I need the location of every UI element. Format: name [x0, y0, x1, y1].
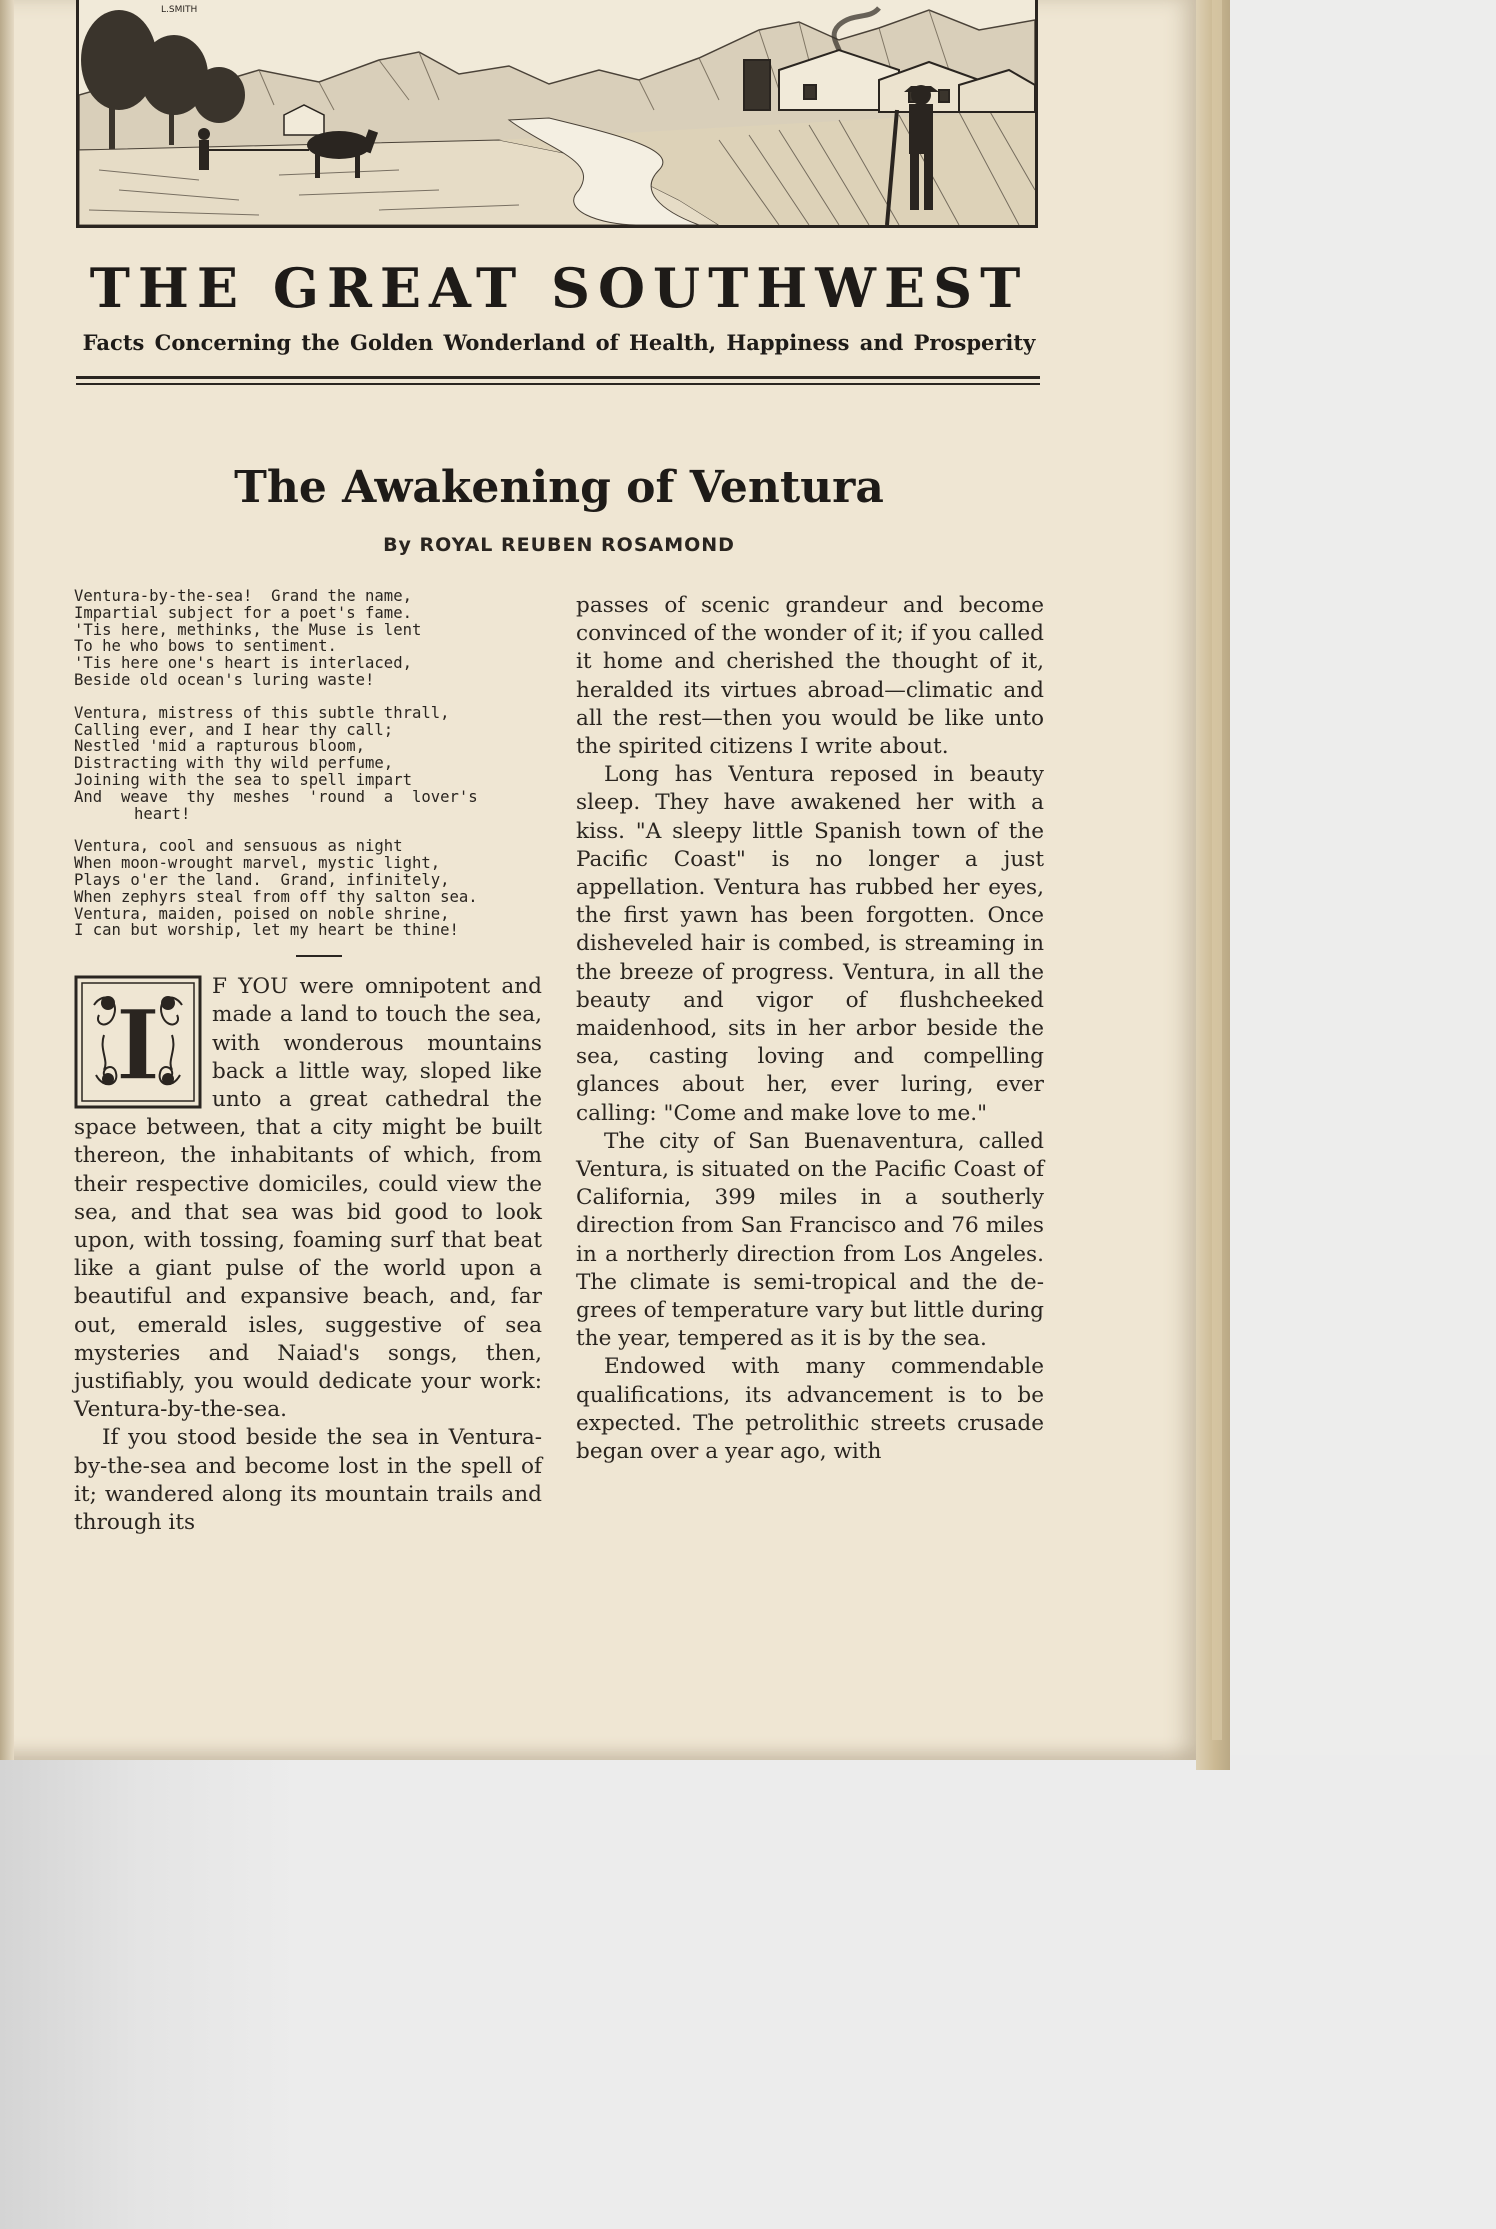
poem-line: Ventura-by-the-sea! Grand the name, [74, 587, 412, 605]
article-title: The Awakening of Ventura [234, 462, 884, 513]
poem-line: 'Tis here one's heart is interlaced, [74, 654, 412, 673]
scanner-background [0, 1755, 1496, 2229]
left-column [74, 588, 542, 1537]
drop-cap-letter: I [115, 989, 161, 1103]
poem-line: Joining with the sea to spell impart [74, 770, 412, 789]
poem-line: Beside old ocean's luring waste! [74, 670, 375, 689]
poem-stanza-2 [74, 705, 542, 823]
poem-line: heart! [134, 804, 191, 823]
banner-illustration [76, 0, 1038, 228]
poem-line: Plays o'er the land. Grand, infinitely, [74, 870, 450, 889]
poem-line: Nestled 'mid a rapturous bloom, [74, 737, 366, 756]
poem-line: Distracting with thy wild perfume, [74, 754, 394, 773]
body-paragraph: Endowed with many commendable qualifications, its advancement is to be expected. The petrolithic streets crusade began over a year ago, with [576, 1354, 1044, 1465]
poem-line: Ventura, cool and sensuous as night [74, 837, 403, 856]
landscape-engraving [79, 0, 1035, 225]
poem-line: 'Tis here, methinks, the Muse is lent [74, 620, 422, 639]
poem-stanza-3 [74, 838, 542, 939]
body-paragraph: The city of San Buenaventura, called Ventura, is situated on the Pacific Coast of California, 399 miles in a southerly direction from San Francisco and 76 miles in a northerly direction from Los Angeles. The climate is semi-tropical and the degrees of temperature vary but little during the year, tempered as it is by the sea. [576, 1128, 1044, 1352]
page-edge-layer [1212, 0, 1222, 1740]
poem-line: And weave thy meshes 'round a lover's [74, 787, 478, 806]
ornamental-drop-cap [74, 975, 202, 1109]
poem-line: To he who bows to sentiment. [74, 637, 337, 656]
binding-gutter [0, 0, 14, 1760]
poem-line: Calling ever, and I hear thy call; [74, 720, 394, 739]
article-byline: By ROYAL REUBEN ROSAMOND [383, 534, 735, 556]
masthead-rule-bottom [76, 383, 1040, 385]
poem-line: When moon-wrought marvel, mystic light, [74, 854, 441, 873]
body-paragraph: passes of scenic grandeur and become convinced of the wonder of it; if you called it home and cherished the thought of it, heralded its virtues abroad—climatic and all the rest—then you would be like unto the spirited citizens I write about. [576, 593, 1044, 760]
body-paragraph: If you stood beside the sea in Ventura-by-the-sea and become lost in the spell of it; wandered along its mountain trails and through its [74, 1425, 542, 1535]
right-column [576, 592, 1044, 1466]
artist-signature: L.SMITH [161, 5, 198, 15]
masthead-rule-top [76, 376, 1040, 379]
masthead-subtitle: Facts Concerning the Golden Wonderland of Health, Happiness and Prosperity [82, 330, 1036, 355]
poem-line: I can but worship, let my heart be thine! [74, 921, 459, 940]
poem-line: Ventura, maiden, poised on noble shrine, [74, 904, 450, 923]
poem-stanza-1 [74, 588, 542, 689]
body-paragraph: Long has Ventura reposed in beauty sleep. They have awakened her with a kiss. "A sleepy little Spanish town of the Pacific Coast" is no longer a just appellation. Ventura has rubbed her eyes, the first yawn has been forgotten. Once disheveled hair is combed, is streaming in the breeze of progress. Ventura, in all the beauty and vigor of flushcheeked maidenhood, sits in her arbor beside the sea, casting loving and compelling glances about her, ever luring, ever calling: "Come and make love to me." [576, 762, 1044, 1126]
masthead-title: THE GREAT SOUTHWEST [89, 256, 1029, 320]
poem-line: When zephyrs steal from off thy salton sea. [74, 887, 478, 906]
drop-cap-ornament [74, 975, 202, 1109]
poem-line: Impartial subject for a poet's fame. [74, 603, 412, 622]
body-paragraph: F YOU were omnipotent and made a land to touch the sea, with wonderous mountains back a little way, sloped like unto a great cathedral the space between, that a city might be built thereon, the inhabitants of which, from their respective domiciles, could view the sea, and that sea was bid good to look upon, with tossing, foaming surf that beat like a giant pulse of the world upon a beautiful and expansive beach, and, far out, emerald isles, suggestive of sea mysteries and Naiad's songs, then, justifiably, you would dedicate your work: Ventura-by-the-sea. [74, 974, 542, 1423]
poem-divider [296, 955, 342, 957]
poem-line: Ventura, mistress of this subtle thrall, [74, 703, 450, 722]
